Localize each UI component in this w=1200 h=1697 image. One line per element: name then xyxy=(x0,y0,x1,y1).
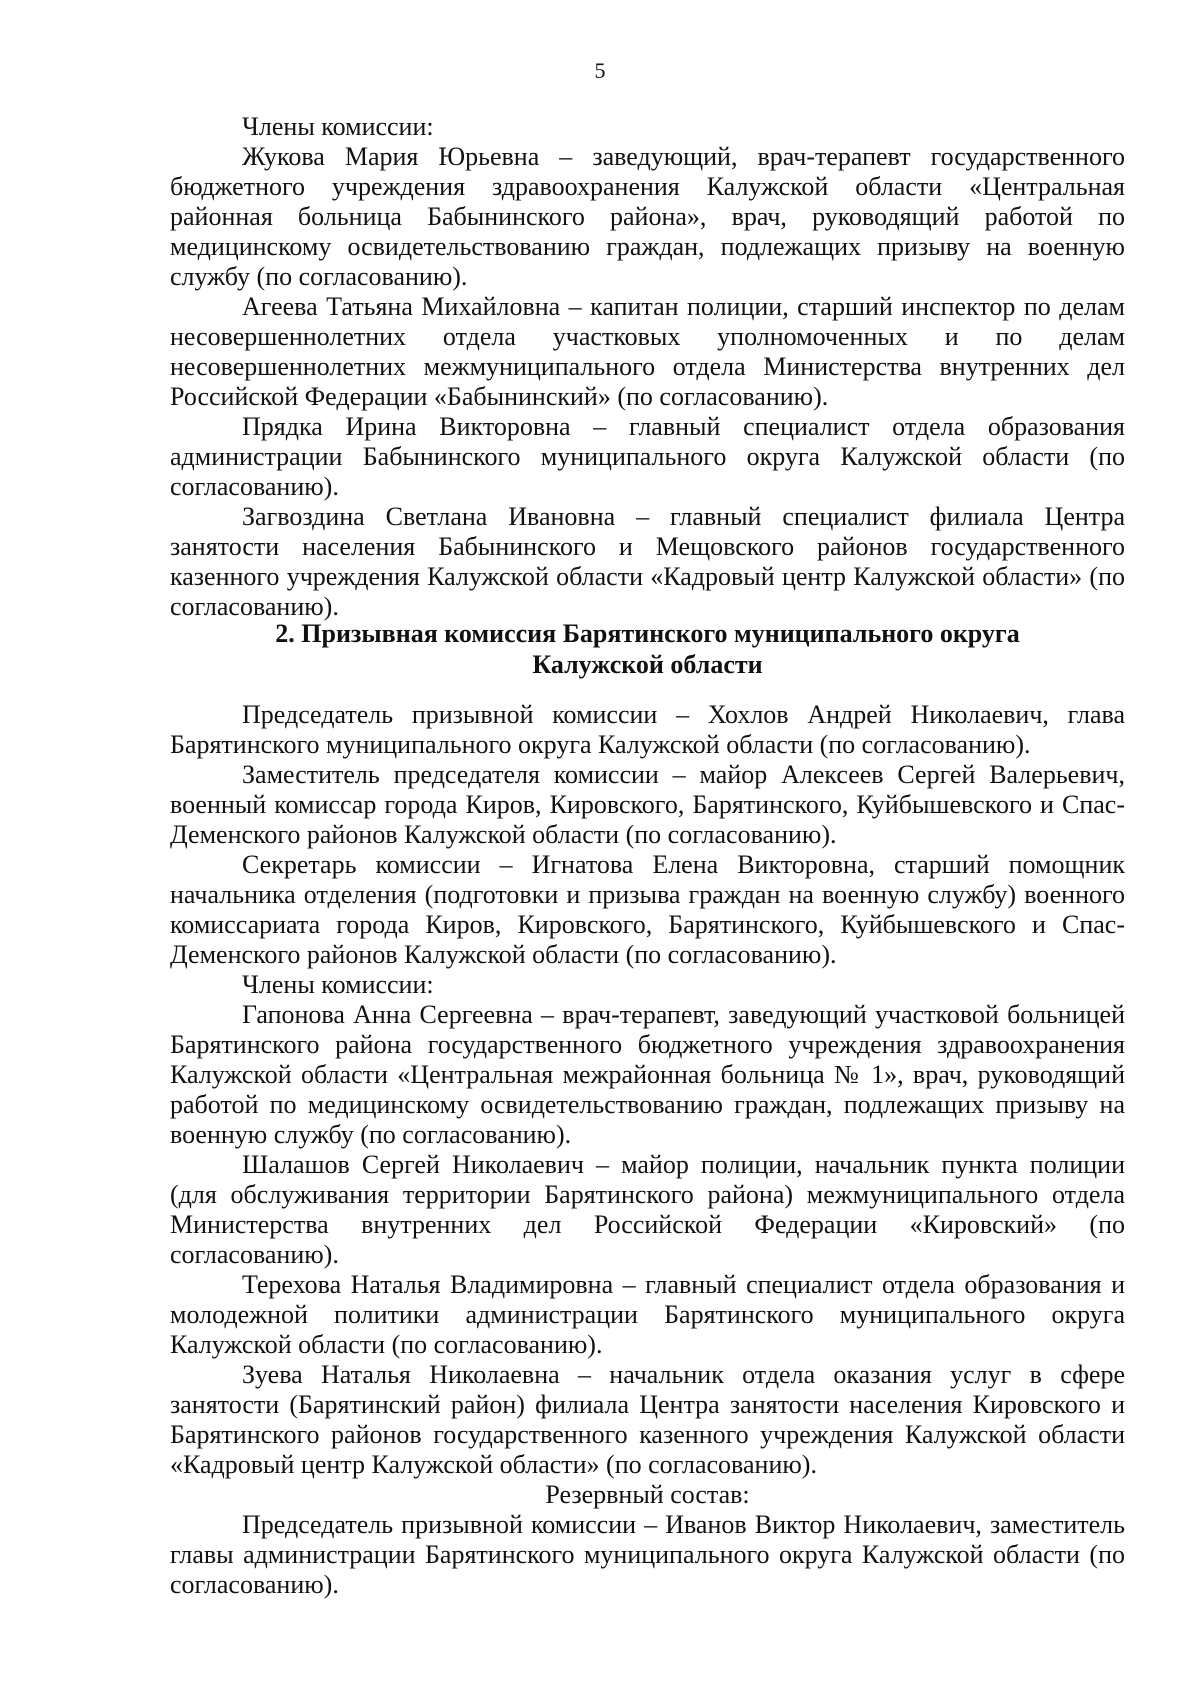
member-paragraph: Загвоздина Светлана Ивановна – главный специалист филиала Центра занятости населения Бабынинского и Мещовского районов государственного казенного учреждения Калужской области «Кадровый центр Калужской области» (по согласованию). xyxy=(170,502,1125,621)
section2-heading xyxy=(170,618,1125,680)
member-paragraph: Жукова Мария Юрьевна – заведующий, врач-терапевт государственного бюджетного учреждения здравоохранения Калужской области «Центральная районная больница Бабынинского района», врач, руководящий работой по медицинскому освидетельствованию граждан, подлежащих призыву на военную службу (по согласованию). xyxy=(170,142,1125,291)
member-paragraph: Агеева Татьяна Михайловна – капитан полиции, старший инспектор по делам несовершеннолетних отдела участковых уполномоченных и по делам несовершеннолетних межмуниципального отдела Министерства внутренних дел Российской Федерации «Бабынинский» (по согласованию). xyxy=(170,292,1125,411)
member-paragraph: Гапонова Анна Сергеевна – врач-терапевт, заведующий участковой больницей Барятинского района государственного бюджетного учреждения здравоохранения Калужской области «Центральная межрайонная больница № 1», врач, руководящий работой по медицинскому освидетельствованию граждан, подлежащих призыву на военную службу (по согласованию). xyxy=(170,1000,1125,1149)
section1-block xyxy=(170,112,1125,622)
secretary-paragraph: Секретарь комиссии – Игнатова Елена Викторовна, старший помощник начальника отделения (подготовки и призыва граждан на военную службу) военного комиссариата города Киров, Кировского, Барятинского, Куйбышевского и Спас-Деменского районов Калужской области (по согласованию). xyxy=(170,850,1125,969)
deputy-chair-paragraph: Заместитель председателя комиссии – майор Алексеев Сергей Валерьевич, военный комиссар города Киров, Кировского, Барятинского, Куйбышевского и Спас-Деменского районов Калужской области (по согласованию). xyxy=(170,760,1125,849)
member-paragraph: Прядка Ирина Викторовна – главный специалист отдела образования администрации Бабынинского муниципального округа Калужской области (по согласованию). xyxy=(170,412,1125,501)
member-paragraph: Зуева Наталья Николаевна – начальник отдела оказания услуг в сфере занятости (Барятинский район) филиала Центра занятости населения Кировского и Барятинского районов государственного казенного учреждения Калужской области «Кадровый центр Калужской области» (по согласованию). xyxy=(170,1360,1125,1479)
member-paragraph: Шалашов Сергей Николаевич – майор полиции, начальник пункта полиции (для обслуживания территории Барятинского района) межмуниципального отдела Министерства внутренних дел Российской Федерации «Кировский» (по согласованию). xyxy=(170,1150,1125,1269)
page-number: 5 xyxy=(594,58,606,83)
reserve-label: Резервный состав: xyxy=(545,1480,750,1509)
chair-paragraph: Председатель призывной комиссии – Хохлов Андрей Николаевич, глава Барятинского муниципального округа Калужской области (по согласованию). xyxy=(170,700,1125,759)
members-label: Члены комиссии: xyxy=(242,970,434,999)
section2-block xyxy=(170,700,1125,1600)
member-paragraph: Терехова Наталья Владимировна – главный специалист отдела образования и молодежной политики администрации Барятинского муниципального округа Калужской области (по согласованию). xyxy=(170,1270,1125,1359)
reserve-chair-paragraph: Председатель призывной комиссии – Иванов Виктор Николаевич, заместитель главы администрации Барятинского муниципального округа Калужской области (по согласованию). xyxy=(170,1510,1125,1599)
members-label: Члены комиссии: xyxy=(242,112,434,141)
section2-heading-line2: Калужской области xyxy=(532,650,763,679)
section2-heading-line1: 2. Призывная комиссия Барятинского муниципального округа xyxy=(275,619,1020,648)
